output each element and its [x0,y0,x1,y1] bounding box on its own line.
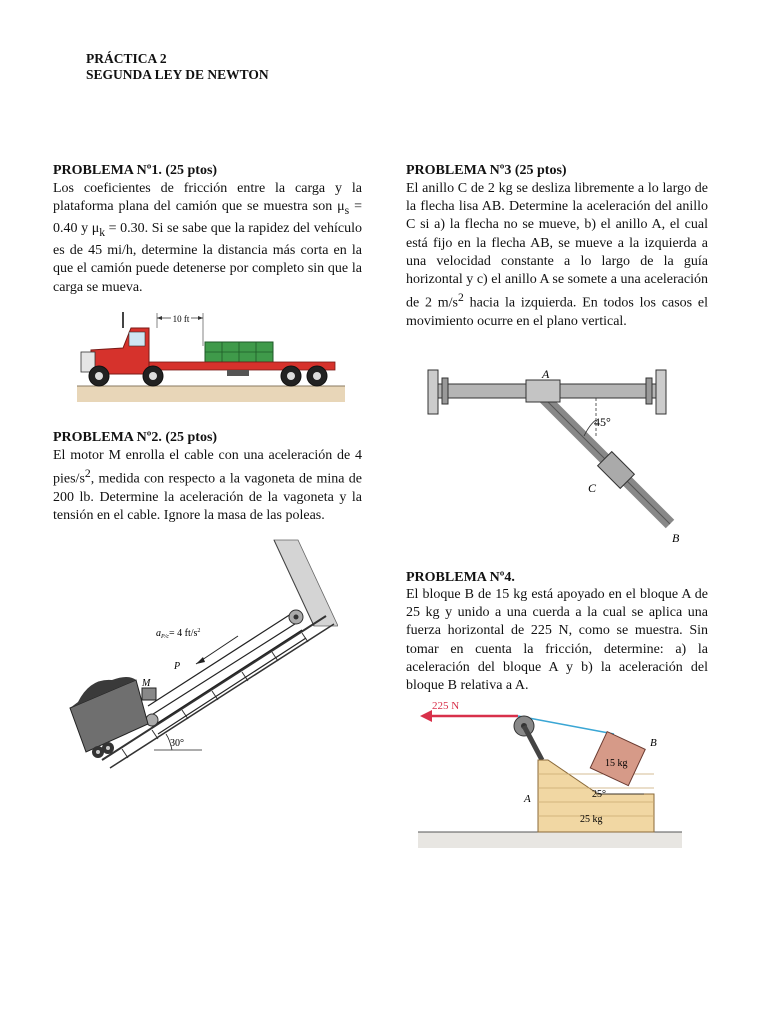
problem-1-title: PROBLEMA Nº1. (25 ptos) [53,163,218,178]
label-c: C [588,481,597,495]
collar-a [526,380,560,402]
wall [274,540,338,626]
right-support [656,370,666,414]
problem-1-truck-figure [77,308,345,402]
angle-label: 45° [594,415,611,429]
label-b: B [650,737,657,749]
label-a: A [524,793,531,805]
dimension-label: 10 ft [172,314,190,324]
block-b-mass: 15 kg [605,758,628,769]
problem-3-title: PROBLEMA Nº3 (25 ptos) [406,163,567,178]
point-p-label: P [174,661,181,672]
left-support [428,370,438,414]
problem-1-text: Los coeficientes de fricción entre la carga y la plataforma plana del camión que se muestra son $\mu_s = 0.40$ y $\mu_k = 0.30$. Si se sabe que la rapidez del vehículo es de 45 mi/h, determine la distancia más corta en la que el camión puede detenerse por completo sin que la carga se mueva. [53,181,362,295]
angle-label: 25° [592,789,606,800]
problem-2-text: El motor M enrolla el cable con una aceleración de 4 pies/$s^2$, medida con respecto a la vagoneta de mina de 200 lb. Determine la aceleración de la vagoneta y la tensión en el cable. Ignore la masa de las poleas. [53,448,362,524]
motor [142,688,156,700]
problem-2-mine-car-figure [62,538,338,774]
problem-4-text: El bloque B de 15 kg está apoyado en el bloque A de 25 kg y unido a una cuerda a la cual se aplica una fuerza horizontal de 225 N, como se muestra. Sin tomar en cuenta la fricción, determine: a) la aceleración del bloque A y b) la aceleración del bloque B relativa a A. [406,587,708,694]
document-title: PRÁCTICA 2 [86,51,167,66]
angle-label: 30° [170,738,184,749]
problem-3-text: El anillo C de 2 kg se desliza libremente a lo largo de la flecha lisa AB. Determine la aceleración del anillo C si a) la flecha no se mueve, b) el anillo A, el cual está fijo en la flecha AB, se mueve a la izquierda a una velocidad constante a lo largo de la guía horizontal y c) el anillo A se somete a una aceleración de 2 $m/s^2$ hacia la izquierda. En todos los casos el movimiento ocurre en el plano vertical. [406,181,708,330]
document-subtitle: SEGUNDA LEY DE NEWTON [86,67,269,82]
problem-4-blocks-figure [418,698,682,850]
flatbed [145,362,335,370]
block-a-mass: 25 kg [580,814,603,825]
label-a: A [542,367,550,381]
problem-4-title: PROBLEMA Nº4. [406,570,515,585]
accel-label: $a_{P/c}= 4$ $ft/s^2$ [156,628,201,640]
problem-2-title: PROBLEMA Nº2. (25 ptos) [53,430,218,445]
ground [418,832,682,848]
force-label: 225 N [432,700,460,712]
label-b: B [672,531,680,545]
ground [77,386,345,402]
problem-3-ring-figure [420,358,690,548]
motor-label: M [142,678,151,689]
